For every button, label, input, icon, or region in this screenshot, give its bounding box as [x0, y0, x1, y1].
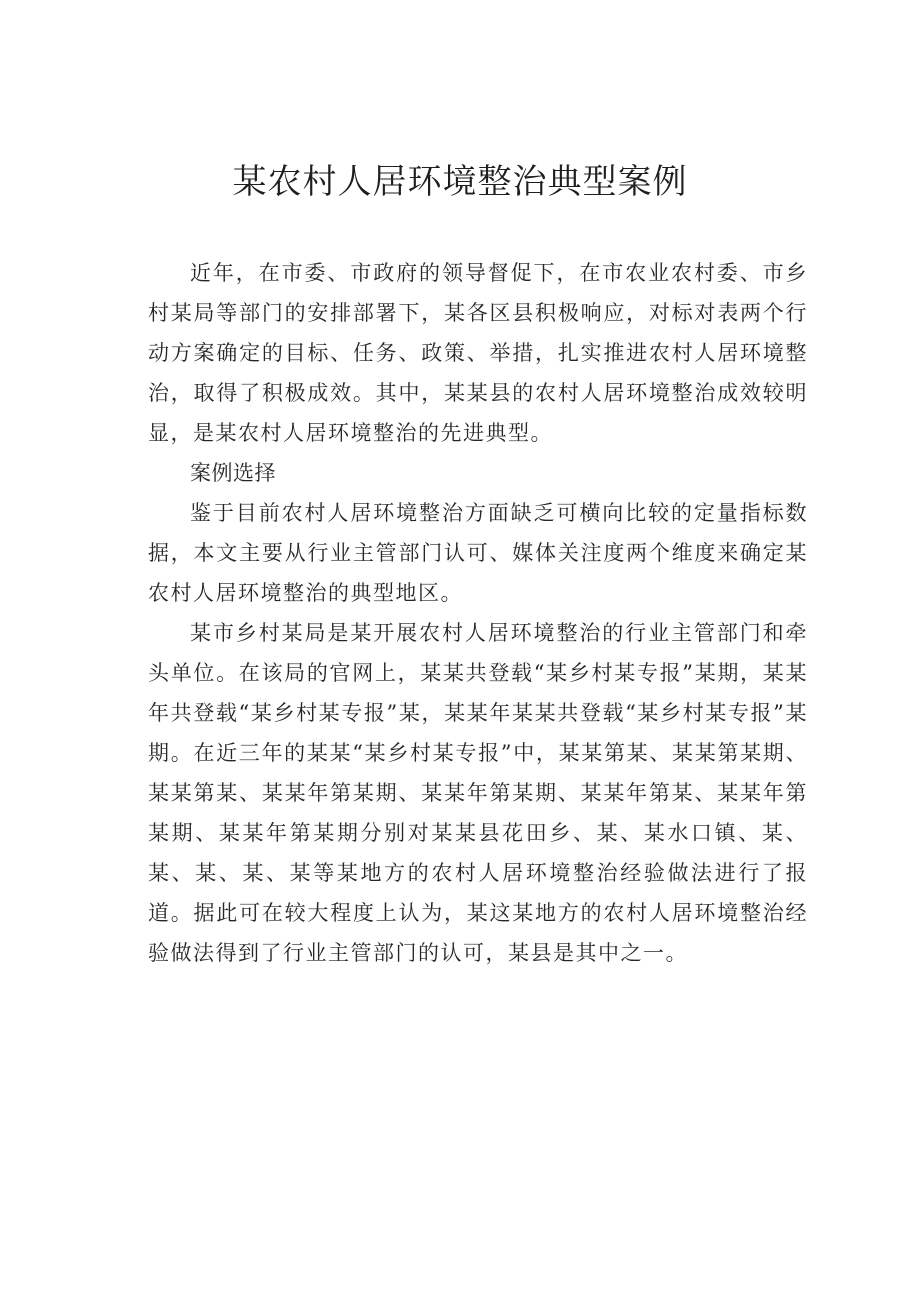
paragraph-authority-recognition: 某市乡村某局是某开展农村人居环境整治的行业主管部门和牵头单位。在该局的官网上，某某共登载“某乡村某专报”某期，某某年共登载“某乡村某专报”某，某某年某某共登载“某乡村某专报”某期。在近三年的某某“某乡村某专报”中，某某第某、某某第某期、某某第某、某某年第某期、某某年第某期、某某年第某、某某年第某期、某某年第某期分别对某某县花田乡、某、某水口镇、某、某、某、某、某等某地方的农村人居环境整治经验做法进行了报道。据此可在较大程度上认为，某这某地方的农村人居环境整治经验做法得到了行业主管部门的认可，某县是其中之一。 [148, 621, 808, 965]
document-title: 某农村人居环境整治典型案例 [232, 162, 688, 202]
paragraph-selection-criteria: 鉴于目前农村人居环境整治方面缺乏可横向比较的定量指标数据，本文主要从行业主管部门认可、媒体关注度两个维度来确定某农村人居环境整治的典型地区。 [148, 501, 808, 605]
document-body [148, 253, 808, 973]
section-heading-case-selection: 案例选择 [190, 461, 276, 485]
paragraph-intro: 近年，在市委、市政府的领导督促下，在市农业农村委、市乡村某局等部门的安排部署下，某各区县积极响应，对标对表两个行动方案确定的目标、任务、政策、举措，扎实推进农村人居环境整治，取得了积极成效。其中，某某县的农村人居环境整治成效较明显，是某农村人居环境整治的先进典型。 [148, 261, 808, 445]
